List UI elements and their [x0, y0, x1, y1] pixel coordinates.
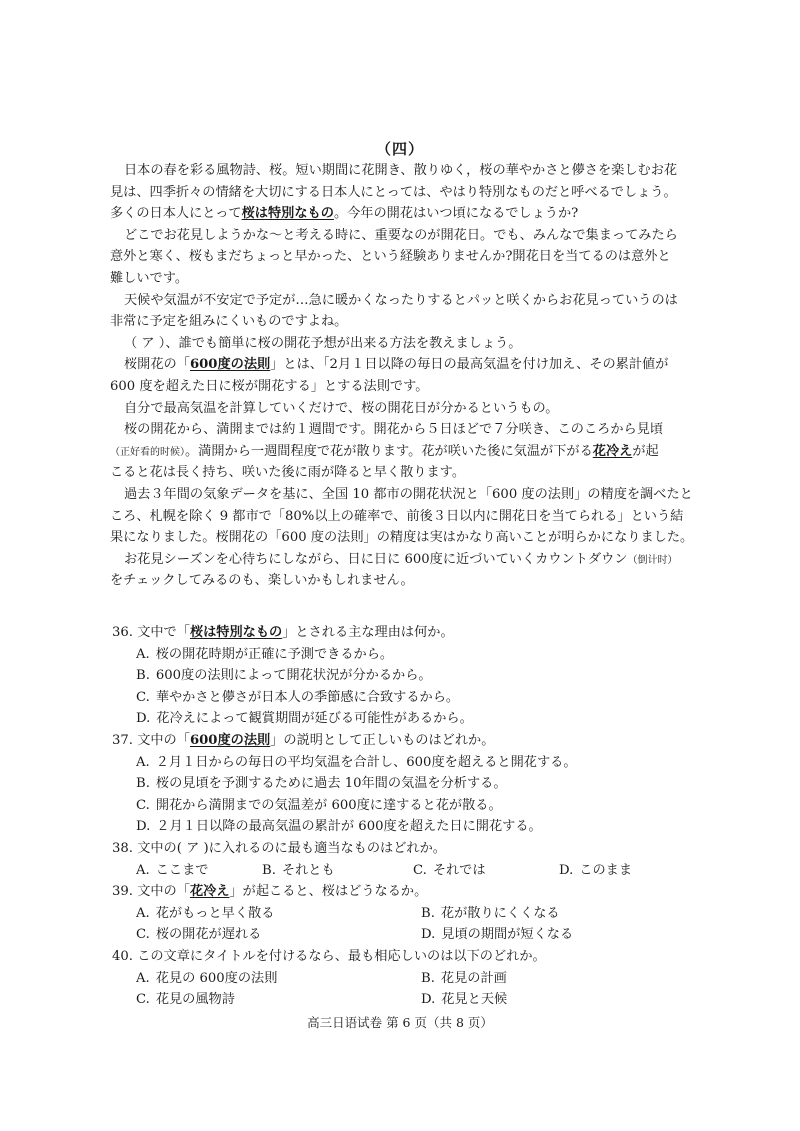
option-label: B.: [136, 668, 150, 684]
passage-line: 600 度を超えた日に桜が開花する」とする法則です。: [110, 378, 429, 394]
option-text: このまま: [579, 862, 633, 878]
section-title: （四）: [375, 140, 424, 158]
option-text: 花見の風物詩: [155, 992, 235, 1008]
answer-option[interactable]: [421, 989, 507, 1011]
option-text: 花見の 600度の法則: [155, 970, 278, 986]
option-label: C.: [136, 797, 150, 813]
question-number: 40.: [112, 948, 133, 964]
passage-line: 自分で最高気温を計算していくだけで、桜の開花日が分かるというもの。: [124, 400, 559, 416]
underlined-phrase: 桜は特別なもの: [189, 625, 283, 640]
passage-line: 見は、四季折々の情緒を大切にする日本人にとっては、やはり特別なものだと呼べるでしょう。: [110, 184, 677, 200]
answer-option[interactable]: [136, 924, 421, 946]
option-label: D.: [559, 862, 574, 878]
question-text: 」の説明として正しいものはどれか。: [270, 732, 495, 748]
reading-passage: [110, 160, 700, 592]
option-text: 花が散りにくくなる: [440, 905, 560, 921]
question-stem: [112, 622, 702, 644]
question-stem: [112, 881, 702, 903]
option-text: 600度の法則によって開花状況が分かるから。: [155, 668, 432, 684]
option-label: A.: [136, 862, 150, 878]
answer-option[interactable]: [421, 903, 560, 925]
question-number: 39.: [112, 884, 133, 900]
passage-line: ころ、札幌を除く 9 都市で「80%以上の確率で、前後３日以内に開花日を当てられる」という結: [110, 508, 684, 524]
question-text: 」とされる主な理由は何か。: [282, 625, 454, 640]
answer-option[interactable]: [136, 989, 421, 1011]
passage-line: 桜の開花から、満開までは約１週間です。開花から５日ほどで７分咲き、このころから見頃: [124, 422, 664, 438]
option-text: それでは: [432, 862, 486, 878]
option-text: ここまで: [155, 862, 209, 878]
option-text: 桜の見頃を予測するために過去 10年間の気温を分析する。: [155, 776, 507, 792]
answer-option[interactable]: [559, 860, 632, 882]
passage-text: 。満開から一週間程度で花が散ります。花が咲いた後に気温が下がる: [185, 443, 593, 459]
option-text: 華やかさと儚さが日本人の季節感に合致するから。: [155, 689, 460, 705]
option-label: A.: [136, 646, 150, 662]
answer-option[interactable]: [136, 903, 421, 925]
option-text: 花がもっと早く散る: [155, 905, 275, 921]
passage-line: 過去３年間の気象データを基に、全国 10 都市の開花状況と「600 度の法則」の精度を調べたと: [124, 486, 693, 502]
passage-text: 桜開花の「: [124, 357, 190, 373]
option-label: D.: [136, 819, 151, 835]
question-number: 37.: [112, 732, 133, 748]
option-label: A.: [136, 754, 150, 770]
option-label: C.: [413, 862, 427, 878]
passage-text: 多くの日本人にとって: [110, 206, 242, 222]
option-label: B.: [421, 970, 435, 986]
option-text: 見頃の期間が短くなる: [441, 927, 574, 943]
answer-option-row: [112, 968, 702, 990]
option-text: 花見の計画: [440, 970, 507, 986]
passage-line: 天候や気温が不安定で予定が…急に暖かくなったりするとパッと咲くからお花見っていうのは: [124, 292, 678, 308]
option-label: C.: [136, 992, 150, 1008]
question-text: 文中の「: [137, 884, 190, 900]
passage-text: が起: [632, 443, 659, 459]
option-text: 桜の開花時期が正確に予測できるから。: [155, 646, 394, 662]
question-text: 文中の「: [137, 732, 190, 748]
passage-text: 。今年の開花はいつ頃になるでしょうか?: [333, 206, 579, 222]
option-label: B.: [262, 862, 276, 878]
answer-option-row: [112, 860, 702, 882]
passage-line: をチェックしてみるのも、楽しいかもしれません。: [110, 573, 414, 589]
option-label: B.: [136, 776, 150, 792]
option-label: C.: [136, 689, 150, 705]
answer-option[interactable]: [262, 860, 413, 882]
question-number: 36.: [112, 625, 133, 640]
question-text: 文中の( ア )に入れるのに最も適当なものはどれか。: [137, 840, 446, 856]
answer-option-row: [112, 903, 702, 925]
question-list: [112, 622, 702, 1011]
option-text: ２月１日以降の最高気温の累計が 600度を超えた日に開花する。: [156, 819, 542, 835]
option-label: D.: [421, 992, 436, 1008]
passage-line: 難しいです。: [110, 270, 189, 286]
answer-option[interactable]: [112, 752, 702, 774]
translation-note: （倒计时）: [627, 554, 678, 566]
passage-line: [110, 203, 700, 225]
page-footer: 高三日语试卷 第 6 页（共 8 页）: [307, 1015, 493, 1030]
underlined-phrase: 桜は特別なもの: [241, 206, 334, 222]
option-text: ２月１日からの毎日の平均気温を合計し、600度を超えると開花する。: [155, 754, 577, 770]
question-stem: [112, 946, 702, 968]
passage-line: 日本の春を彩る風物詩、桜。短い期間に花開き、散りゆく，桜の華やかさと儚さを楽しむお花: [124, 163, 678, 178]
answer-option[interactable]: [112, 687, 702, 709]
answer-option[interactable]: [421, 924, 573, 946]
answer-option[interactable]: [136, 968, 421, 990]
question-stem: [112, 838, 702, 860]
passage-line: 果になりました。桜開花の「600 度の法則」の精度は実はかなり高いことが明らかになりました。: [110, 530, 694, 546]
passage-line: どこでお花見しようかな～と考える時に、重要なのが開花日。でも、みんなで集まってみたら: [124, 227, 678, 243]
passage-line: [110, 549, 700, 571]
question-text: 文中で「: [137, 625, 190, 640]
option-label: B.: [421, 905, 435, 921]
passage-line: [110, 441, 700, 463]
question-stem: [112, 730, 702, 752]
translation-note: （正好看的时候）: [110, 446, 185, 458]
question-number: 38.: [112, 840, 133, 856]
option-label: A.: [136, 970, 150, 986]
answer-option-row: [112, 924, 702, 946]
answer-option[interactable]: [421, 968, 507, 990]
answer-option[interactable]: [112, 644, 702, 666]
option-text: それとも: [281, 862, 335, 878]
option-text: 花見と天候: [441, 992, 508, 1008]
underlined-phrase: 600度の法則: [189, 357, 271, 373]
passage-line: [110, 354, 700, 376]
answer-option[interactable]: [112, 708, 702, 730]
underlined-phrase: 花冷え: [189, 884, 230, 900]
answer-option[interactable]: [112, 665, 702, 687]
passage-line: こると花は長く持ち、咲いた後に雨が降ると早く散ります。: [110, 465, 466, 481]
question-text: 」が起こると、桜はどうなるか。: [229, 884, 428, 900]
underlined-phrase: 花冷え: [592, 443, 633, 459]
passage-text: お花見シーズンを心待ちにしながら、日に日に 600度に近づいていくカウントダウン: [124, 551, 628, 567]
answer-option-row: [112, 989, 702, 1011]
answer-option[interactable]: [136, 860, 262, 882]
option-text: 桜の開花が遅れる: [155, 927, 262, 943]
answer-option[interactable]: [112, 795, 702, 817]
question-text: この文章にタイトルを付けるなら、最も相応しいのは以下のどれか。: [137, 948, 546, 964]
answer-option[interactable]: [413, 860, 559, 882]
passage-text: 」とは、「2月１日以降の毎日の最高気温を付け加え、その累計値が: [270, 357, 669, 373]
passage-line: 意外と寒く、桜もまだちょっと早かった、という経験ありませんか?開花日を当てるのは意外と: [110, 249, 671, 265]
answer-option[interactable]: [112, 816, 702, 838]
option-label: D.: [421, 927, 436, 943]
option-label: C.: [136, 927, 150, 943]
option-label: A.: [136, 905, 150, 921]
option-text: 花冷えによって観賞期間が延びる可能性があるから。: [156, 711, 473, 727]
option-label: D.: [136, 711, 151, 727]
passage-line: （ ア ）、誰でも簡単に桜の開花予想が出来る方法を教えましょう。: [124, 335, 522, 351]
underlined-phrase: 600度の法則: [189, 732, 271, 748]
option-text: 開花から満開までの気温差が 600度に達すると花が散る。: [155, 797, 502, 813]
answer-option[interactable]: [112, 773, 702, 795]
passage-line: 非常に予定を組みにくいものですよね。: [110, 314, 348, 330]
